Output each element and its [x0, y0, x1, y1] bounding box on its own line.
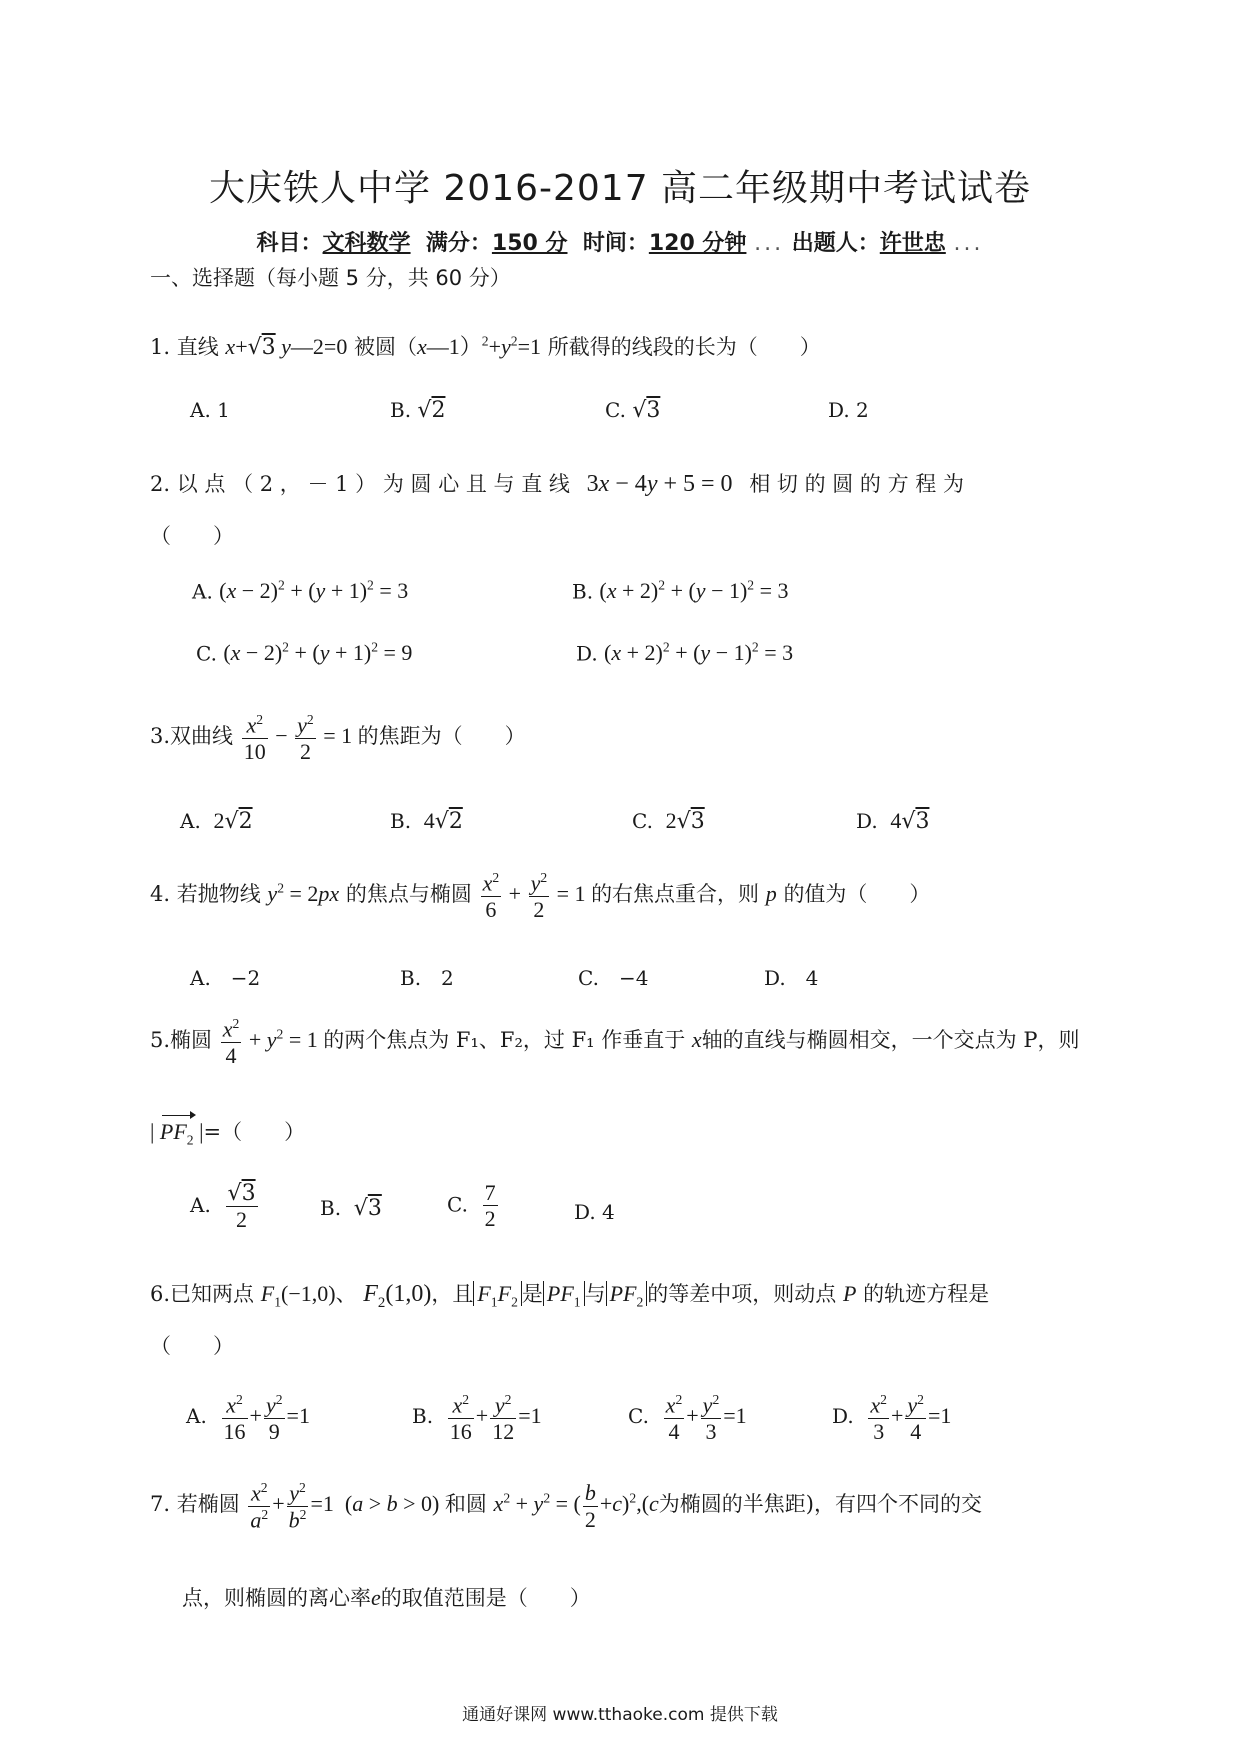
- variable-p: p: [765, 881, 777, 907]
- question-1: [150, 330, 821, 361]
- question-text: 双曲线: [170, 724, 234, 749]
- question-2: [150, 468, 964, 498]
- question-text: 以 点 （ 2 ， － 1 ） 为 圆 心 且 与 直 线: [176, 472, 570, 496]
- formula: x+√3 y—2=0: [225, 334, 348, 360]
- option-d: D. 4: [764, 966, 819, 990]
- page-title: 大庆铁人中学 2016-2017 高二年级期中考试试卷: [208, 168, 1032, 209]
- question-6: [150, 1278, 989, 1312]
- question-text: 的值为（ ）: [783, 882, 931, 907]
- option-a: A. $\frac{x^2}{16}$ + $\frac{y^2}{9}$ =1: [186, 1392, 310, 1444]
- score-value: 150 分: [491, 231, 568, 256]
- formula: $\frac{x^2}{6}$ + $\frac{y^2}{2}$ = 1: [482, 870, 592, 922]
- question-text: 的焦距为（ ）: [357, 724, 526, 749]
- option-b: B. 2: [400, 966, 454, 990]
- question-number: 7.: [150, 1492, 171, 1517]
- question-3: [150, 712, 526, 764]
- subject-value: 文科数学: [322, 231, 411, 256]
- variable-e: e: [371, 1585, 381, 1610]
- option-b: B. √2: [390, 398, 446, 423]
- option-a: A. −2: [190, 966, 261, 990]
- question-number: 6.: [150, 1282, 171, 1306]
- question-text: 的右焦点重合，则: [591, 882, 760, 907]
- option-c: C. √3: [605, 398, 661, 423]
- question-7-cont: [182, 1582, 591, 1612]
- question-text: 与: [584, 1282, 606, 1306]
- option-b: B. √3: [320, 1196, 382, 1221]
- formula: $x^2 + y^2$ = ( $\frac{b}{2}$ +c)$^2$,(c: [493, 1480, 659, 1532]
- question-text: 的取值范围是（ ）: [380, 1586, 591, 1610]
- question-number: 4.: [150, 882, 171, 907]
- question-7: [150, 1480, 982, 1532]
- question-text: 的轨迹方程是: [863, 1282, 990, 1306]
- formula: $\frac{x^2}{10}$ − $\frac{y^2}{2}$ = 1: [243, 712, 358, 764]
- question-text: 轴的直线与椭圆相交，一个交点为 P，则: [701, 1028, 1080, 1053]
- question-number: 5.: [150, 1028, 171, 1053]
- option-c: C. $(x - 2)^2 + (y + 1)^2 = 9$: [196, 640, 413, 666]
- option-d: D. $\frac{x^2}{3}$ + $\frac{y^2}{4}$ =1: [832, 1392, 952, 1444]
- question-text: 已知两点: [170, 1282, 255, 1306]
- option-c: C. $\frac{x^2}{4}$ + $\frac{y^2}{3}$ =1: [628, 1392, 747, 1444]
- option-d: D. 4√3: [856, 808, 930, 834]
- option-d: D. 2: [828, 398, 869, 422]
- question-5: [150, 1016, 1080, 1068]
- question-text: 为椭圆的半焦距)，有四个不同的交: [658, 1492, 982, 1517]
- question-5-cont: [150, 1116, 305, 1148]
- option-d: D. $(x + 2)^2 + (y - 1)^2 = 3$: [576, 640, 794, 666]
- question-text: 所截得的线段的长为（ ）: [547, 335, 821, 359]
- question-text: 、: [335, 1282, 357, 1306]
- question-text: 是: [521, 1282, 543, 1306]
- question-text: 的等差中项，则动点: [647, 1282, 837, 1306]
- option-b: B. $\frac{x^2}{16}$ + $\frac{y^2}{12}$ =1: [412, 1392, 542, 1444]
- author-value: 许世忠: [879, 231, 946, 256]
- option-a: A. 2√2: [180, 808, 253, 834]
- option-c: C. 2√3: [632, 808, 705, 834]
- dots: ...: [953, 231, 984, 256]
- variable-p: P: [842, 1281, 857, 1306]
- question-text: 点，则椭圆的离心率: [182, 1586, 371, 1610]
- question-number: 3.: [150, 724, 171, 749]
- formula: 3x − 4y + 5 = 0: [586, 471, 733, 497]
- question-text: 被圆（: [354, 335, 418, 359]
- vector-pf2: | $PF_2$ |: [150, 1119, 204, 1148]
- question-text: 若抛物线: [176, 882, 261, 907]
- formula: $F_2(1,0)$: [363, 1281, 432, 1311]
- question-text: =（ ）: [203, 1120, 306, 1144]
- formula: $PF_1$: [543, 1281, 585, 1306]
- question-number: 1.: [150, 335, 171, 359]
- question-text: 若椭圆: [176, 1492, 240, 1517]
- score-label: 满分：: [425, 231, 492, 256]
- option-b: B. 4√2: [390, 808, 463, 834]
- formula: $\frac{x^2}{4}$ + $y^2 = 1$: [222, 1016, 324, 1068]
- time-label: 时间：: [582, 231, 649, 256]
- question-text: 的焦点与椭圆: [345, 882, 472, 907]
- question-text: 和圆: [444, 1492, 487, 1517]
- question-text: ，且: [431, 1282, 474, 1306]
- option-b: B. $(x + 2)^2 + (y - 1)^2 = 3$: [572, 578, 789, 604]
- exam-meta: [0, 226, 1240, 257]
- option-d: D. 4: [574, 1200, 615, 1224]
- question-4: [150, 870, 930, 922]
- formula: $x—1)^2+y^2=1$: [417, 333, 542, 359]
- question-text: 直线: [176, 335, 219, 359]
- question-text: 的两个焦点为 F₁、F₂，过 F₁ 作垂直于: [323, 1028, 686, 1053]
- dots: ...: [754, 231, 785, 256]
- option-c: C. $\frac{7}{2}$: [447, 1180, 496, 1232]
- question-text: 相 切 的 圆 的 方 程 为: [749, 472, 964, 496]
- author-label: 出题人：: [791, 231, 880, 256]
- option-a: A. 1: [190, 398, 230, 422]
- variable-x: x: [691, 1027, 702, 1053]
- section-heading: 一、选择题（每小题 5 分，共 60 分）: [150, 266, 511, 290]
- formula: $PF_2$: [606, 1281, 648, 1306]
- answer-paren: （ ）: [150, 1334, 234, 1358]
- option-a: A. $\frac{√3}{2}$: [190, 1181, 256, 1233]
- formula: $F_1(-1,0)$: [260, 1281, 336, 1310]
- question-text: 椭圆: [170, 1028, 213, 1053]
- time-value: 120 分钟: [648, 231, 747, 256]
- question-number: 2.: [150, 472, 171, 496]
- formula: $y^2 = 2px$: [267, 880, 340, 907]
- formula: $F_1F_2$: [473, 1281, 522, 1306]
- page-footer: 通通好课网 www.tthaoke.com 提供下载: [462, 1705, 778, 1725]
- subject-label: 科目：: [256, 231, 323, 256]
- option-c: C. −4: [578, 966, 649, 990]
- formula: $\frac{x^2}{a^2}$ + $\frac{y^2}{b^2}$ =1 (a > b > 0): [250, 1480, 445, 1532]
- answer-paren: （ ）: [150, 524, 234, 548]
- option-a: A. $(x - 2)^2 + (y + 1)^2 = 3$: [192, 578, 409, 604]
